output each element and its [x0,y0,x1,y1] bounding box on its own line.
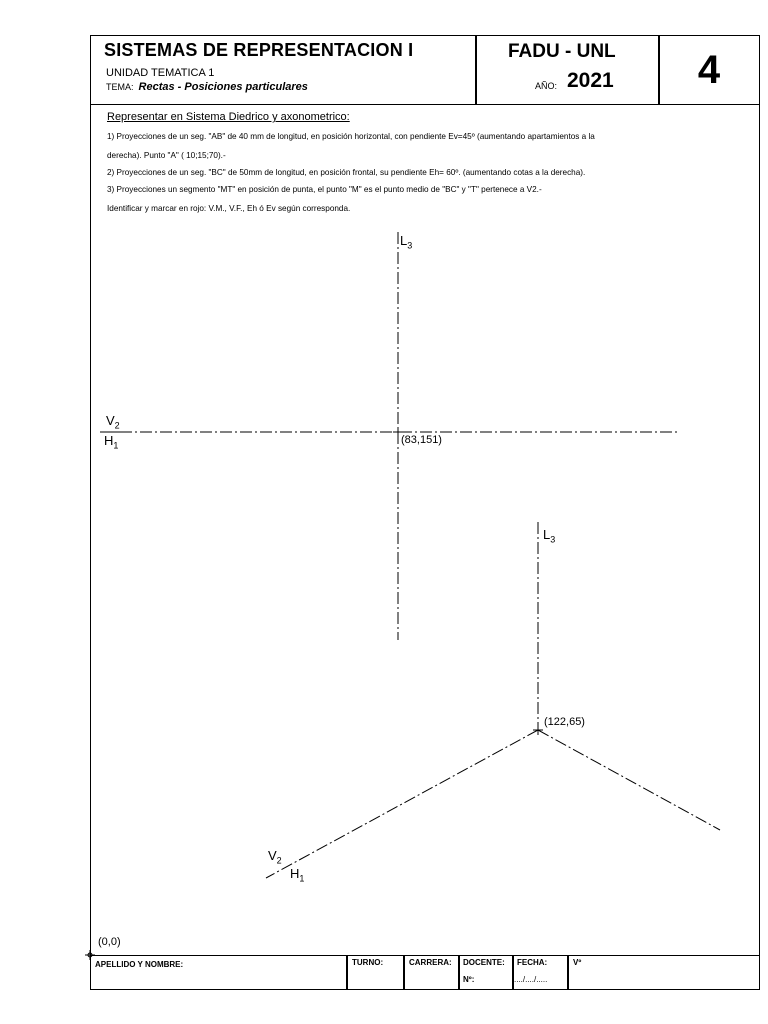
carrera-field-label: CARRERA: [409,958,452,967]
axono-l3-label: $L_3$ [543,527,556,545]
fecha-field-label: FECHA: [517,958,548,967]
instruction-line-3: 2) Proyecciones de un seg. "BC" de 50mm de longitud, en posición frontal, su pendiente Eh= 60º. (aumentando cotas a la derecha). [107,168,586,177]
year-label: AÑO: [535,81,558,91]
sheet-origin-coord: (0,0) [98,936,121,948]
instruction-line-5: Identificar y marcar en rojo: V.M., V.F., Eh ó Ev según corresponda. [107,204,351,213]
unit-label: UNIDAD TEMATICA 1 [106,67,215,79]
name-field-label: APELLIDO Y NOMBRE: [95,960,184,969]
numero-field-label: Nº: [463,975,475,984]
footer-divider-3 [458,955,460,990]
fecha-field-value: ..../..../..... [514,975,548,984]
diedrico-l3-label: $L_3$ [400,233,413,251]
visto-bueno-label: Vº [573,958,582,967]
footer-divider-1 [346,955,348,990]
footer-divider-5 [567,955,569,990]
topic-label: TEMA: [106,82,134,92]
footer-divider-2 [403,955,405,990]
instruction-line-4: 3) Proyecciones un segmento "MT" en posición de punta, el punto "M" es el punto medio de "BC" y "T" pertenece a V2.- [107,185,542,194]
turno-field-label: TURNO: [352,958,384,967]
footer-divider-4 [512,955,514,990]
institution-name: FADU - UNL [508,41,616,62]
course-title: SISTEMAS DE REPRESENTACION I [104,40,414,60]
instruction-line-2: derecha). Punto "A" ( 10;15;70).- [107,151,226,160]
year-value: 2021 [567,69,614,92]
docente-field-label: DOCENTE: [463,958,505,967]
axono-origin-coord: (122,65) [544,716,585,728]
diedrico-h1-label: $H_1$ [104,433,119,451]
instructions-heading: Representar en Sistema Diedrico y axonometrico: [107,111,350,123]
diedrico-v2-label: $V_2$ [106,413,120,431]
axono-h1-label: $H_1$ [290,866,305,884]
diedrico-origin-coord: (83,151) [401,434,442,446]
sheet-number: 4 [697,47,721,92]
axono-v2-label: $V_2$ [268,848,282,866]
axono-right-axis [538,730,720,830]
topic-value: Rectas - Posiciones particulares [138,81,308,93]
axono-left-axis [266,730,538,878]
instruction-line-1: 1) Proyecciones de un seg. "AB" de 40 mm de longitud, en posición horizontal, con pendiente Ev=45º (aumentando apartamientos a la [107,132,595,141]
